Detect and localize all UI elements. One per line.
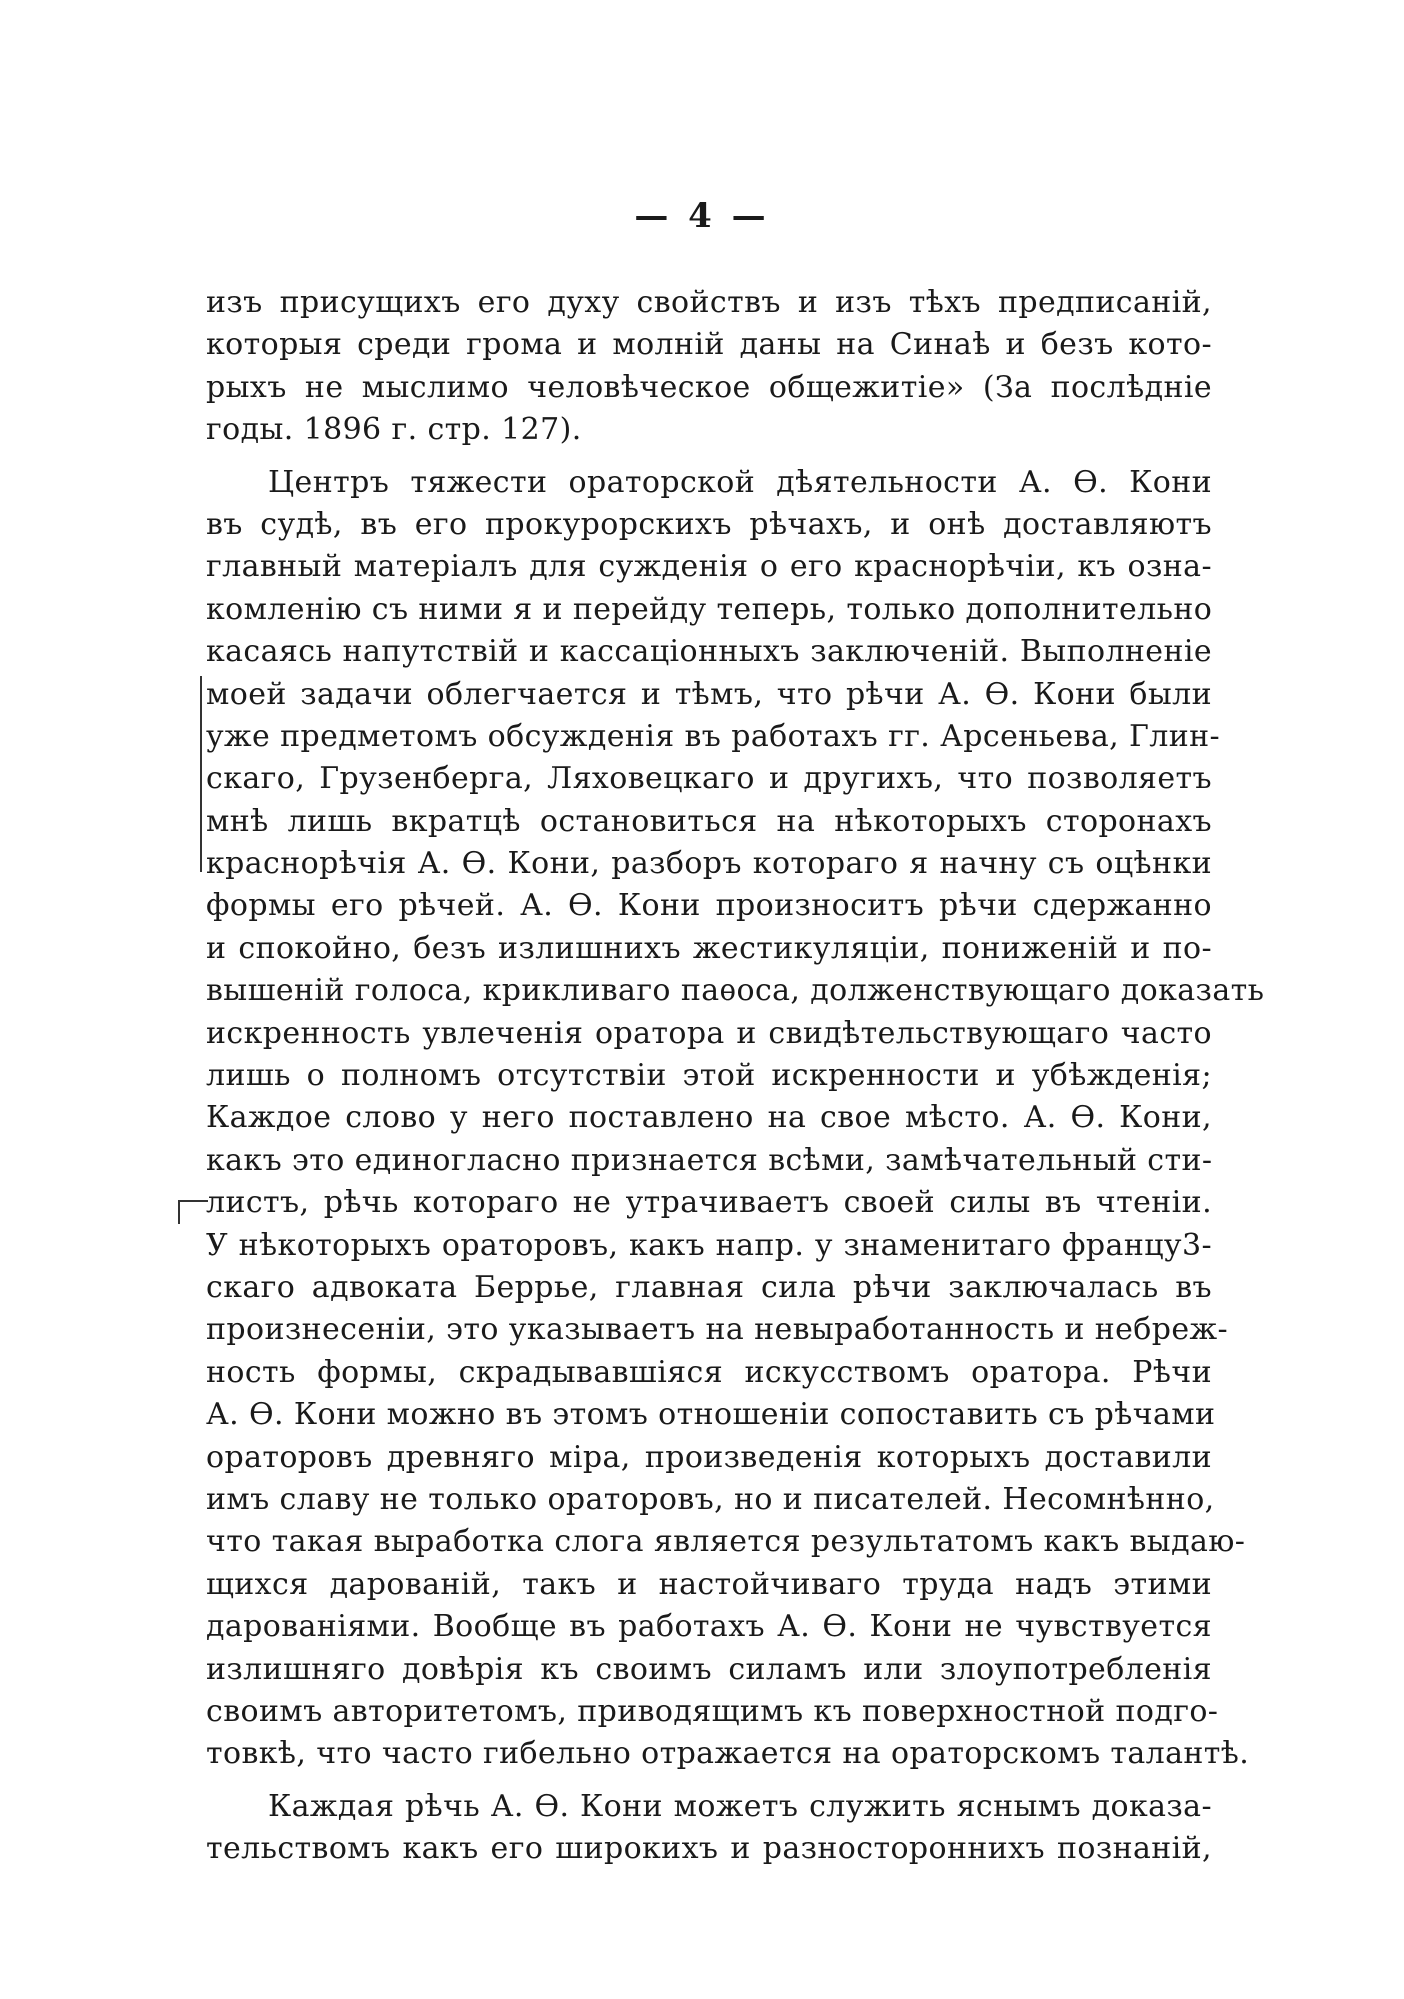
paragraph-3 [206,1786,1212,1871]
text-line: Каждое слово у него поставлено на свое мѣсто. А. Ѳ. Кони, [206,1100,1212,1136]
text-line: главный матеріалъ для сужденія о его краснорѣчіи, къ озна- [206,549,1212,585]
body-text [206,282,1265,1870]
text-line: скаго адвоката Беррье, главная сила рѣчи заключалась въ [206,1269,1212,1305]
text-line: щихся дарованій, такъ и настойчиваго труда надъ этими [206,1566,1212,1602]
text-line: мнѣ лишь вкратцѣ остановиться на нѣкоторыхъ сторонахъ [206,803,1212,839]
text-line: въ судѣ, въ его прокурорскихъ рѣчахъ, и онѣ доставляютъ [206,506,1212,542]
text-line: Центръ тяжести ораторской дѣятельности А. Ѳ. Кони [268,464,1212,500]
text-line: лишь о полномъ отсутствіи этой искренности и убѣжденія; [206,1058,1212,1094]
text-line: вышеній голоса, крикливаго паѳоса, долженствующаго доказать [206,973,1265,1009]
text-line: и спокойно, безъ излишнихъ жестикуляціи, пониженій и по- [206,930,1212,966]
text-line: комленію съ ними я и перейду теперь, только дополнительно [206,591,1213,627]
text-line: краснорѣчія А. Ѳ. Кони, разборъ котораго я начну съ оцѣнки [206,846,1212,882]
text-line: имъ славу не только ораторовъ, но и писателей. Несомнѣнно, [206,1481,1215,1517]
margin-corner-mark [178,1200,208,1224]
paragraph-1 [206,282,1212,452]
text-line: У нѣкоторыхъ ораторовъ, какъ напр. у знаменитаго францу3- [206,1227,1212,1263]
text-line: уже предметомъ обсужденія въ работахъ гг. Арсеньева, Глин- [206,718,1221,754]
text-line: произнесеніи, это указываетъ на невыработанность и небреж- [206,1312,1229,1348]
text-line: тельствомъ какъ его широкихъ и разностороннихъ познаній, [206,1831,1212,1867]
text-line: годы. 1896 г. стр. 127). [206,412,582,448]
page-number: — 4 — [634,196,770,236]
text-line: Каждая рѣчь А. Ѳ. Кони можетъ служить яснымъ доказа- [268,1788,1212,1824]
text-line: дарованіями. Вообще въ работахъ А. Ѳ. Кони не чувствуется [206,1609,1212,1645]
text-line: какъ это единогласно признается всѣми, замѣчательный сти- [206,1142,1213,1178]
text-line: изъ присущихъ его духу свойствъ и изъ тѣхъ предписаній, [206,285,1212,320]
text-line: ность формы, скрадывавшіяся искусствомъ оратора. Рѣчи [206,1354,1212,1390]
text-line: касаясь напутствій и кассаціонныхъ заключеній. Выполненіе [206,634,1212,670]
text-line: искренность увлеченія оратора и свидѣтельствующаго часто [206,1015,1212,1051]
text-line: А. Ѳ. Кони можно въ этомъ отношеніи сопоставить съ рѣчами [206,1397,1216,1433]
text-line: ораторовъ древняго міра, произведенія которыхъ доставили [206,1439,1212,1475]
paragraph-2 [206,462,1265,1776]
text-line: своимъ авторитетомъ, приводящимъ къ поверхностной подго- [206,1693,1219,1729]
text-line: формы его рѣчей. А. Ѳ. Кони произноситъ рѣчи сдержанно [206,888,1212,924]
text-line: скаго, Грузенберга, Ляховецкаго и другихъ, что позволяетъ [206,761,1212,797]
text-line: моей задачи облегчается и тѣмъ, что рѣчи А. Ѳ. Кони были [206,676,1212,712]
text-line: товкѣ, что часто гибельно отражается на ораторскомъ талантѣ. [206,1736,1250,1772]
text-line: которыя среди грома и молній даны на Синаѣ и безъ кото- [206,327,1212,363]
text-line: излишняго довѣрія къ своимъ силамъ или злоупотребленія [206,1651,1212,1687]
text-line: листъ, рѣчь котораго не утрачиваетъ своей силы въ чтеніи. [206,1185,1212,1221]
text-line: рыхъ не мыслимо человѣческое общежитіе» (За послѣдніе [206,369,1212,405]
text-line: что такая выработка слога является результатомъ какъ выдаю- [206,1524,1246,1560]
